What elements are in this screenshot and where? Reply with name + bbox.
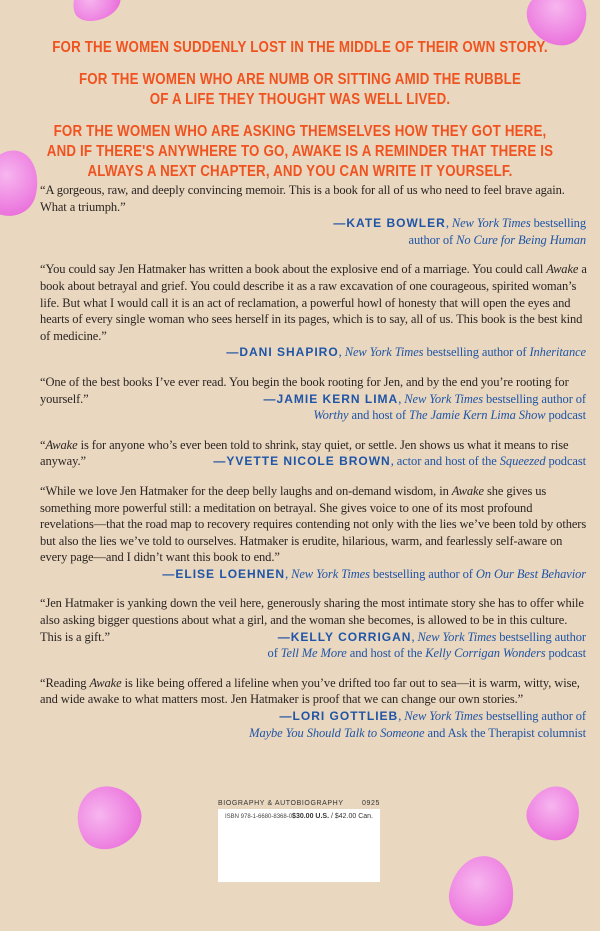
endorsement-quote	[40, 182, 588, 248]
quote-text: New York Times	[404, 709, 483, 724]
quote-text: Awake	[45, 437, 78, 452]
quote-text: podcast	[545, 408, 586, 423]
price-can: / $42.00 Can.	[329, 813, 373, 820]
endorsements	[40, 182, 588, 754]
headline-line: ALWAYS A NEXT CHAPTER, AND YOU CAN WRITE IT YOURSELF.	[87, 163, 513, 180]
quote-attribution	[40, 566, 588, 583]
quote-body	[40, 374, 588, 407]
quote-attribution	[40, 232, 588, 249]
headline-paragraph	[42, 122, 558, 182]
quote-text: On Our Best Behavior	[475, 566, 586, 581]
quote-text: “Reading	[40, 675, 90, 690]
quote-body	[40, 182, 588, 215]
endorsement-quote	[40, 595, 588, 661]
headline-tagline	[42, 38, 558, 194]
quote-text: and host of the	[346, 646, 426, 661]
quote-text: Maybe You Should Talk to Someone	[249, 725, 425, 740]
quote-text: New York Times	[451, 216, 531, 231]
quote-body	[40, 675, 588, 725]
quote-attribution	[40, 645, 588, 662]
quote-text: Worthy	[313, 408, 349, 423]
endorser-name: —LORI GOTTLIEB	[279, 709, 399, 724]
barcode-category	[218, 800, 380, 807]
headline-paragraph	[42, 70, 558, 110]
isbn: ISBN 978-1-6680-8368-0	[225, 814, 293, 820]
price-us: $30.00 U.S.	[292, 813, 330, 820]
quote-attribution	[40, 407, 588, 424]
quote-text: Kelly Corrigan Wonders	[425, 646, 546, 661]
quote-attribution	[270, 708, 588, 725]
quote-text: author of	[408, 232, 457, 247]
petal-decoration	[519, 778, 589, 849]
quote-text: ,	[285, 566, 292, 581]
endorsement-quote	[40, 483, 588, 583]
quote-text: Awake	[89, 675, 122, 690]
endorsement-quote	[40, 374, 588, 424]
quote-text: is for anyone who’s ever been told to shrink, stay quiet, or settle. Jen shows us what it means to rise anyway.”	[40, 437, 569, 469]
quote-attribution	[268, 629, 588, 646]
quote-text: Inheritance	[529, 345, 586, 360]
quote-text: “While we love Jen Hatmaker for the deep belly laughs and on-demand wisdom, in	[40, 483, 452, 498]
quote-text: “A gorgeous, raw, and deeply convincing memoir. This is a book for all of us who need to feel brave again. What a triumph.”	[40, 183, 565, 214]
quote-attribution	[40, 344, 588, 361]
endorsement-quote	[40, 675, 588, 741]
headline-line: OF A LIFE THEY THOUGHT WAS WELL LIVED.	[149, 91, 451, 108]
endorser-name: —ELISE LOEHNEN	[162, 566, 286, 581]
petal-decoration	[444, 851, 519, 931]
quote-attribution	[40, 215, 588, 232]
quote-text: ,	[338, 345, 345, 360]
headline-line: FOR THE WOMEN SUDDENLY LOST IN THE MIDDLE OF THEIR OWN STORY.	[52, 39, 548, 56]
quote-text: podcast	[545, 646, 586, 661]
category-label: BIOGRAPHY & AUTOBIOGRAPHY	[218, 800, 344, 807]
quote-text: “	[40, 437, 46, 452]
quote-text: “One of the best books I’ve ever read. You begin the book rooting for Jen, and by the end you’re rooting for yourself.”	[40, 374, 569, 406]
endorsement-quote	[40, 261, 588, 361]
quote-text: bestselling author	[496, 629, 586, 644]
petal-decoration	[65, 774, 151, 860]
endorser-name: —YVETTE NICOLE BROWN	[213, 454, 391, 469]
quote-body	[40, 483, 588, 566]
quote-text: and Ask the Therapist columnist	[424, 725, 586, 740]
headline-line: AND IF THERE'S ANYWHERE TO GO, AWAKE IS A REMINDER THAT THERE IS	[46, 143, 554, 160]
quote-text: and host of	[348, 408, 409, 423]
quote-text: No Cure for Being Human	[456, 232, 586, 247]
endorser-name: —KELLY CORRIGAN	[277, 629, 412, 644]
quote-text: ,	[398, 391, 405, 406]
endorser-name: —JAMIE KERN LIMA	[263, 391, 399, 406]
quote-text: bestselling author of	[483, 391, 586, 406]
quote-text: “Jen Hatmaker is yanking down the veil here, generously sharing the most intimate story she has to offer while also asking bigger questions about what a girl, and the woman she becomes, is allowed to be in this culture. This is a gift.”	[40, 596, 584, 644]
quote-body	[40, 437, 588, 470]
quote-text: New York Times	[404, 391, 483, 406]
endorser-name: —KATE BOWLER	[333, 216, 446, 231]
endorsement-quote	[40, 437, 588, 470]
quote-text: podcast	[545, 454, 586, 469]
quote-text: , actor and host of the	[390, 454, 500, 469]
quote-text: ,	[398, 709, 405, 724]
quote-text: bestselling author of	[369, 566, 476, 581]
quote-text: New York Times	[291, 566, 370, 581]
headline-paragraph	[42, 38, 558, 58]
quote-text: ,	[411, 629, 418, 644]
quote-text: New York Times	[344, 345, 424, 360]
price	[292, 813, 373, 820]
quote-text: she gives us something more powerful still: a meditation on betrayal. She gives voice to one of its most profound revelations—that the road map to recovery requires contending not only with the lies we’ve been told by others but also the lies we’ve told to ourselves. Hatmaker is erudite, hilarious, warm, and fearlessly self-aware on every page—and I didn’t want this book to end.”	[40, 483, 587, 565]
petal-decoration	[67, 0, 125, 27]
category-code: 0925	[362, 800, 380, 807]
quote-text: Awake	[451, 483, 484, 498]
quote-text: bestselling author of	[483, 709, 586, 724]
quote-text: Awake	[546, 262, 579, 277]
barcode-box	[218, 809, 380, 882]
quote-text: is like being offered a lifeline when you’ve drifted too far out to sea—it is warm, witty, wise, and wide awake to what matters most. Jen Hatmaker is proof that we can change our own stories.”	[40, 675, 580, 707]
quote-body	[40, 595, 588, 645]
petal-decoration	[0, 144, 46, 222]
quote-text: New York Times	[417, 629, 497, 644]
endorser-name: —DANI SHAPIRO	[226, 345, 339, 360]
quote-text: “You could say Jen Hatmaker has written a book about the explosive end of a marriage. You could call	[40, 262, 547, 277]
quote-text: a book about betrayal and grief. You could describe it as a raw excavation of one courageous, spirited woman’s life. But what I would call it is an act of reclamation, a powerful howl of honesty that will open the eyes and hearts of every single woman who sees herself in its pages, which is to say, all of us. This book is the best kind of medicine.”	[40, 262, 587, 343]
quote-text: ,	[445, 216, 452, 231]
headline-line: FOR THE WOMEN WHO ARE ASKING THEMSELVES HOW THEY GOT HERE,	[53, 123, 547, 140]
quote-text: Tell Me More	[280, 646, 347, 661]
headline-line: FOR THE WOMEN WHO ARE NUMB OR SITTING AMID THE RUBBLE	[78, 71, 522, 88]
quote-body	[40, 261, 588, 344]
quote-text: bestselling	[530, 216, 586, 231]
quote-text: bestselling author of	[423, 345, 530, 360]
quote-attribution	[254, 391, 588, 408]
quote-attribution	[203, 453, 588, 470]
quote-attribution	[40, 725, 588, 742]
quote-text: The Jamie Kern Lima Show	[408, 408, 546, 423]
quote-text: of	[267, 646, 281, 661]
quote-text: Squeezed	[499, 454, 546, 469]
